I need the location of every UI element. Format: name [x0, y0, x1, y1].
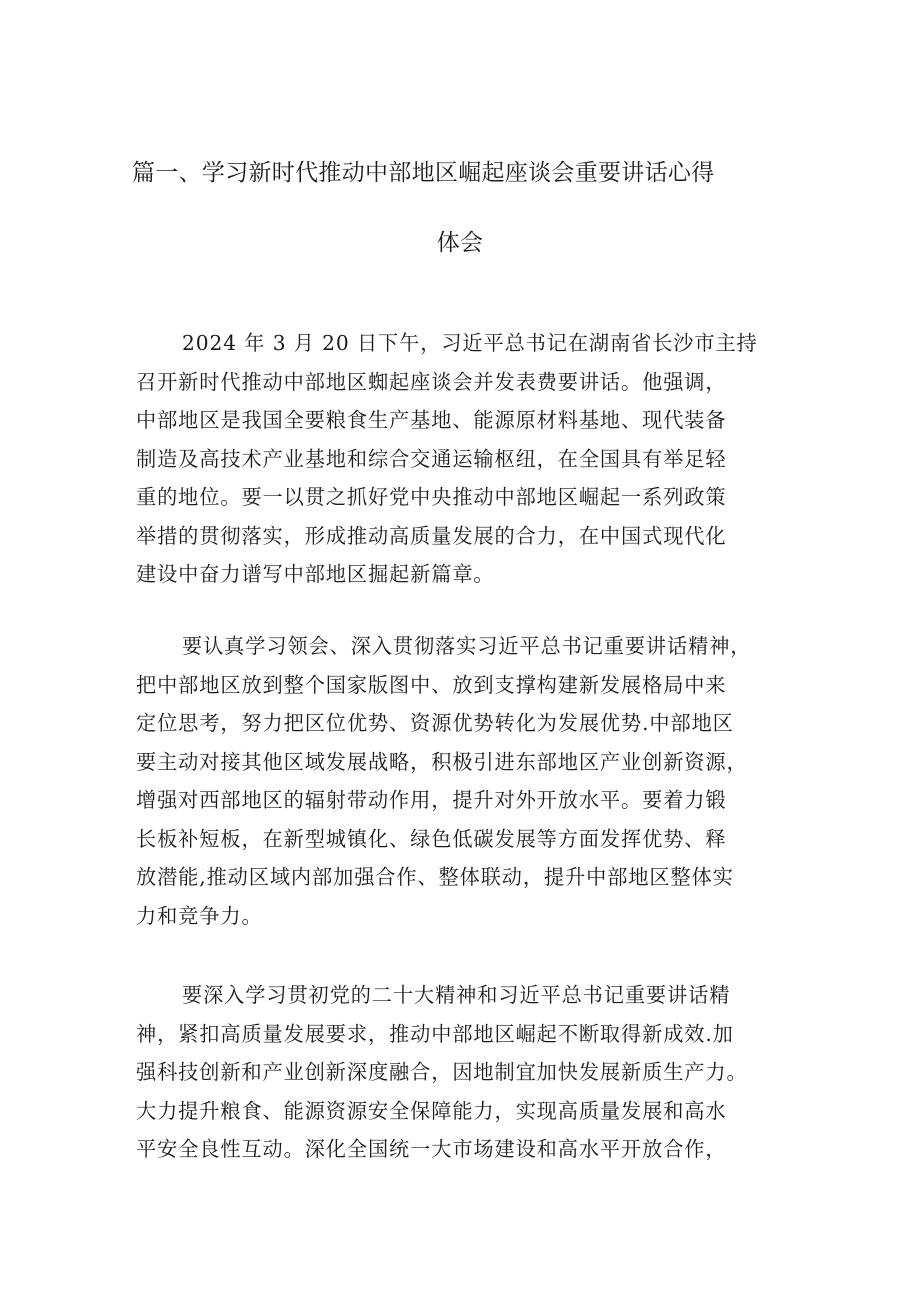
paragraph-line: 放潜能,推动区域内部加强合作、整体联动，提升中部地区整体实 [136, 865, 734, 889]
paragraph-line: 建设中奋力谱写中部地区掘起新篇章。 [136, 562, 495, 586]
paragraph-line: 把中部地区放到整个国家版图中、放到支撑构建新发展格局中来 [136, 672, 727, 697]
paragraph-line: 神，紧扣高质量发展要求，推动中部地区崛起不断取得新成效.加 [136, 1021, 734, 1046]
paragraph-line: 平安全良性互动。深化全国统一大市场建设和高水平开放合作， [136, 1137, 727, 1161]
paragraph-line: 定位思考，努力把区位优势、资源优势转化为发展优势.中部地区 [136, 711, 734, 735]
paragraph-3 [136, 976, 792, 1169]
paragraph-line: 要认真学习领会、深入贯彻落实习近平总书记重要讲话精神， [182, 634, 752, 658]
paragraph-line: 举措的贯彻落实，形成推动高质量发展的合力，在中国式现代化 [136, 523, 727, 548]
paragraph-line: 中部地区是我国全要粮食生产基地、能源原材料基地、现代装备 [136, 408, 727, 432]
paragraph-1 [136, 324, 792, 594]
paragraph-line: 大力提升粮食、能源资源安全保障能力，实现高质量发展和高水 [136, 1098, 727, 1123]
paragraph-2 [136, 627, 792, 935]
document-title-line-2: 体会 [436, 230, 484, 256]
paragraph-line: 要主动对接其他区域发展战略，积极引进东部地区产业创新资源， [136, 749, 748, 774]
paragraph-line: 2024 年 3 月 20 日下午，习近平总书记在湖南省长沙市主持 [182, 331, 758, 355]
document-title-line-1: 篇一、学习新时代推动中部地区崛起座谈会重要讲话心得 [132, 160, 715, 186]
paragraph-line: 要深入学习贯初党的二十大精神和习近平总书记重要讲话精 [182, 983, 731, 1007]
paragraph-line: 力和竞争力。 [136, 903, 263, 928]
paragraph-line: 重的地位。要一以贯之抓好党中央推动中部地区崛起一系列政策 [136, 485, 727, 509]
paragraph-line: 召开新时代推动中部地区蜘起座谈会并发表费要讲话。他强调， [136, 369, 727, 394]
paragraph-line: 增强对西部地区的辐射带动作用，提升对外开放水平。要着力锻 [136, 788, 727, 812]
paragraph-line: 长板补短板，在新型城镇化、绿色低碳发展等方面发挥优势、释 [136, 826, 727, 851]
paragraph-line: 制造及高技术产业基地和综合交通运输枢纽，在全国具有举足轻 [136, 446, 727, 471]
paragraph-line: 强科技创新和产业创新深度融合，因地制宜加快发展新质生产力。 [136, 1060, 748, 1084]
